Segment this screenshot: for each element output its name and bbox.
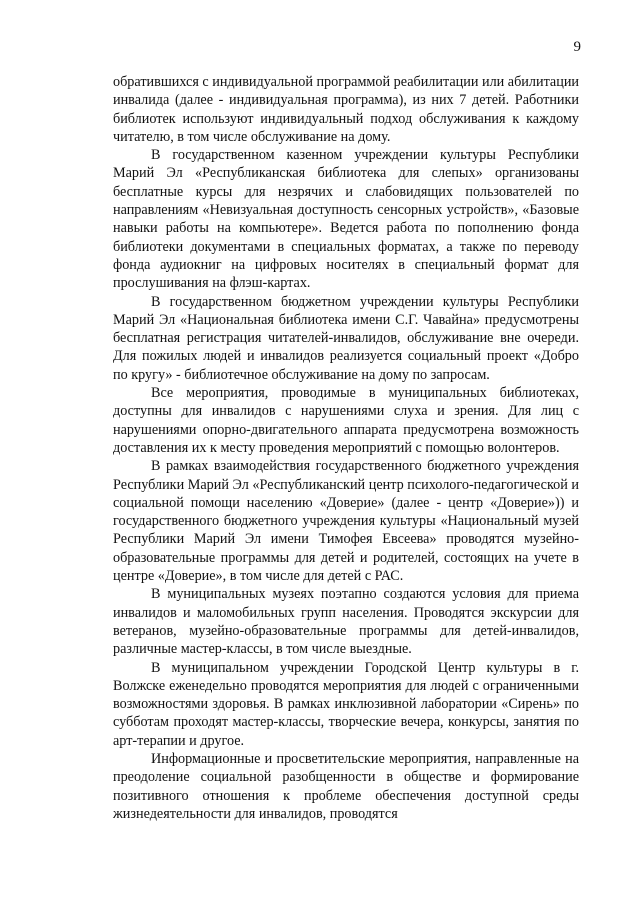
paragraph-8: Информационные и просветительские мероприятия, направленные на преодоление социальной разобщенности в обществе и формирование позитивного отношения к проблеме обеспечения доступной среды жизнедеятельности для инвалидов, проводятся — [113, 750, 579, 822]
page-number: 9 — [573, 39, 581, 55]
paragraph-2: В государственном казенном учреждении культуры Республики Марий Эл «Республиканская библиотека для слепых» организованы бесплатные курсы для незрячих и слабовидящих пользователей по направлениям «Невизуальная доступность сенсорных устройств», «Базовые навыки работы на компьютере». Ведется работа по пополнению фонда библиотеки документами в специальных форматах, а также по переводу фонда аудиокниг на цифровых носителях в специальный формат для прослушивания на флэш-картах. — [113, 147, 579, 292]
paragraph-5: В рамках взаимодействия государственного бюджетного учреждения Республики Марий Эл «Республиканский центр психолого-педагогической и социальной помощи населению «Доверие» (далее - центр «Доверие»)) и государственного бюджетного учреждения культуры «Национальный музей Республики Марий Эл имени Тимофея Евсеева» проводятся музейно-образовательные программы для детей и родителей, состоящих на учете в центре «Доверие», в том числе для детей с РАС. — [113, 458, 579, 585]
paragraph-1: обратившихся с индивидуальной программой реабилитации или абилитации инвалида (далее - индивидуальная программа), из них 7 детей. Работники библиотек используют индивидуальный подход обслуживания к каждому читателю, в том числе обслуживание на дому. — [113, 74, 580, 145]
paragraph-6: В муниципальных музеях поэтапно создаются условия для приема инвалидов и маломобильных групп населения. Проводятся экскурсии для ветеранов, музейно-образовательные программы для детей-инвалидов, различные мастер-классы, в том числе выездные. — [113, 586, 579, 658]
body-text — [113, 73, 579, 823]
paragraph-7: В муниципальном учреждении Городской Центр культуры в г. Волжске еженедельно проводятся мероприятия для людей с ограниченными возможностями здоровья. В рамках инклюзивной лаборатории «Сирень» по субботам проходят мастер-классы, творческие вечера, конкурсы, занятия по арт-терапии и другое. — [113, 659, 579, 749]
paragraph-3: В государственном бюджетном учреждении культуры Республики Марий Эл «Национальная библиотека имени С.Г. Чавайна» предусмотрены бесплатная регистрация читателей-инвалидов, обслуживание вне очереди. Для пожилых людей и инвалидов реализуется социальный проект «Добро по кругу» - библиотечное обслуживание на дому по запросам. — [113, 293, 579, 383]
paragraph-4: Все мероприятия, проводимые в муниципальных библиотеках, доступны для инвалидов с нарушениями слуха и зрения. Для лиц с нарушениями опорно-двигательного аппарата предусмотрена возможность доставления их к месту проведения мероприятий с помощью волонтеров. — [113, 385, 579, 456]
